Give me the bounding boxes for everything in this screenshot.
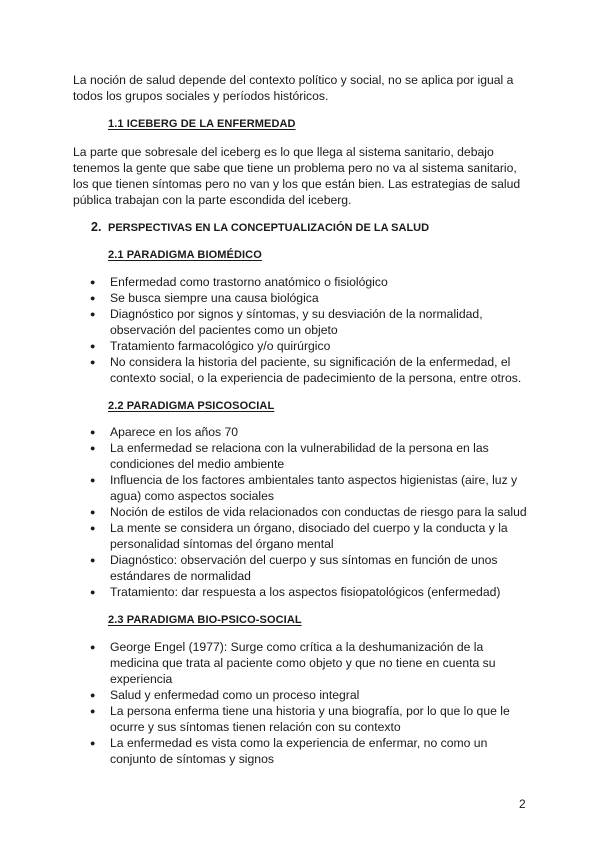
- psychosocial-list: [90, 424, 530, 600]
- section-1-1-heading: 1.1 ICEBERG DE LA ENFERMEDAD: [108, 118, 296, 130]
- biopsychosocial-list: [90, 639, 530, 767]
- section-1-1-paragraph: La parte que sobresale del iceberg es lo que llega al sistema sanitario, debajo tenemos la gente que sabe que tiene un problema pero no va al sistema sanitario, los que tienen síntomas pero no van y los que están bien. Las estrategias de salud pública trabajan con la parte escondida del iceberg.: [73, 145, 521, 207]
- list-item: ● George Engel (1977): Surge como crítica a la deshumanización de la medicina que trata al paciente como objeto y que no tiene en cuenta su experiencia: [90, 639, 530, 687]
- section-2-2-heading: 2.2 PARADIGMA PSICOSOCIAL: [108, 400, 275, 412]
- list-item: ● Enfermedad como trastorno anatómico o fisiológico: [90, 274, 530, 290]
- section-2-heading: [91, 220, 429, 234]
- list-item: ● Tratamiento: dar respuesta a los aspectos fisiopatológicos (enfermedad): [90, 584, 530, 600]
- list-item: ● Influencia de los factores ambientales tanto aspectos higienistas (aire, luz y agua) como aspectos sociales: [90, 472, 530, 504]
- list-item: ● La persona enferma tiene una historia y una biografía, por lo que lo que le ocurre y sus síntomas tienen relación con su contexto: [90, 703, 530, 735]
- biomedical-list: [90, 274, 530, 386]
- list-item: ● Aparece en los años 70: [90, 424, 530, 440]
- section-2-number: 2.: [91, 220, 102, 234]
- list-item: ● La enfermedad se relaciona con la vulnerabilidad de la persona en las condiciones del medio ambiente: [90, 440, 530, 472]
- list-item: ● No considera la historia del paciente, su significación de la enfermedad, el contexto social, o la experiencia de padecimiento de la persona, entre otros.: [90, 354, 530, 386]
- list-item: ● Diagnóstico por signos y síntomas, y su desviación de la normalidad, observación del pacientes como un objeto: [90, 306, 530, 338]
- list-item: ● Tratamiento farmacológico y/o quirúrgico: [90, 338, 530, 354]
- list-item: ● La enfermedad es vista como la experiencia de enfermar, no como un conjunto de síntomas y signos: [90, 735, 530, 767]
- section-2-title: PERSPECTIVAS EN LA CONCEPTUALIZACIÓN DE LA SALUD: [108, 222, 430, 234]
- intro-paragraph: La noción de salud depende del contexto político y social, no se aplica por igual a todos los grupos sociales y períodos históricos.: [73, 73, 514, 103]
- page-number: 2: [519, 797, 526, 811]
- section-2-3-heading: 2.3 PARADIGMA BIO-PSICO-SOCIAL: [108, 614, 302, 626]
- list-item: ● Diagnóstico: observación del cuerpo y sus síntomas en función de unos estándares de normalidad: [90, 552, 530, 584]
- list-item: ● Se busca siempre una causa biológica: [90, 290, 530, 306]
- list-item: ● Noción de estilos de vida relacionados con conductas de riesgo para la salud: [90, 504, 530, 520]
- list-item: ● La mente se considera un órgano, disociado del cuerpo y la conducta y la personalidad síntomas del órgano mental: [90, 520, 530, 552]
- list-item: ● Salud y enfermedad como un proceso integral: [90, 687, 530, 703]
- section-2-1-heading: 2.1 PARADIGMA BIOMÉDICO: [108, 249, 262, 261]
